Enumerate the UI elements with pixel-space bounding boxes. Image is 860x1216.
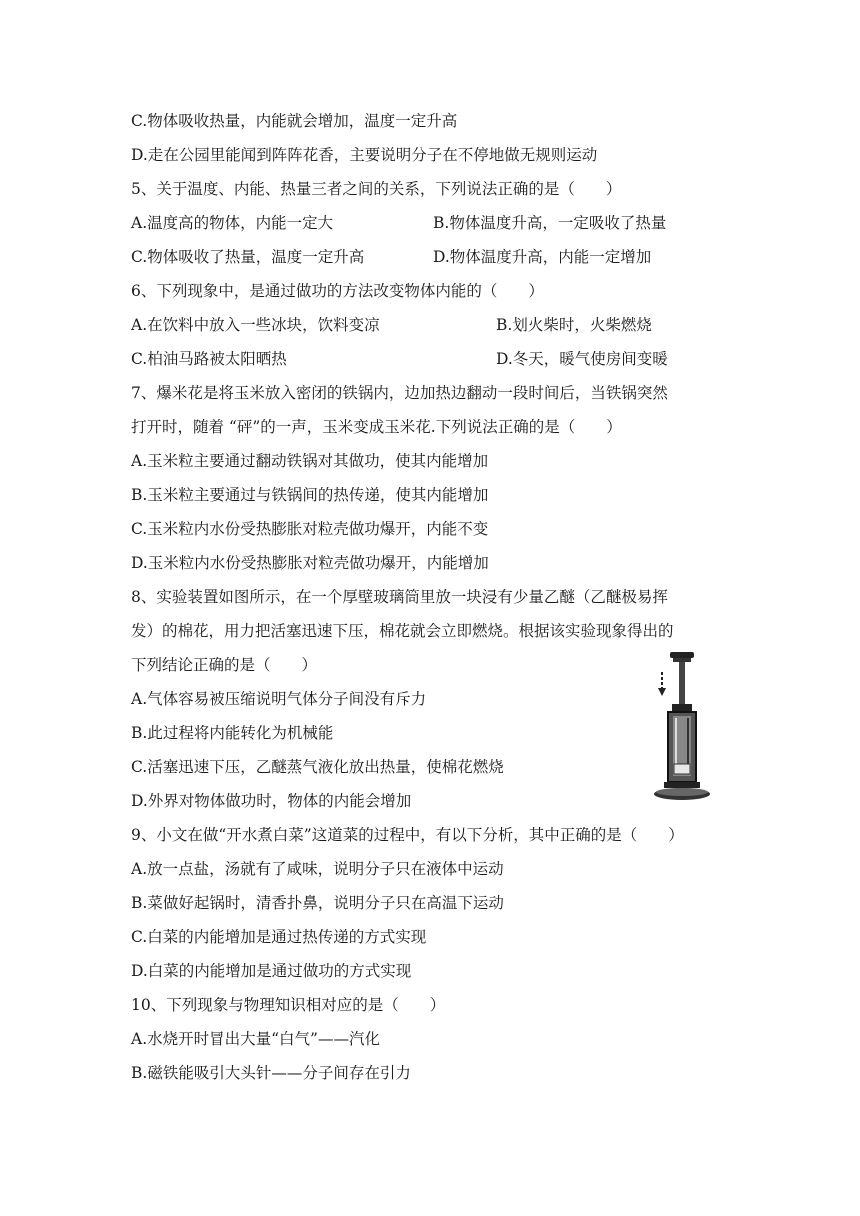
option-text: C.物体吸收热量，内能就会增加，温度一定升高: [131, 112, 458, 130]
option-text: B.菜做好起锅时，清香扑鼻，说明分子只在高温下运动: [131, 894, 504, 912]
question-8-cont: 下列结论正确的是（ ）: [131, 656, 318, 674]
compression-cylinder-figure: [652, 650, 712, 802]
option-text: D.白菜的内能增加是通过做功的方式实现: [131, 962, 412, 980]
question-6: 6、下列现象中，是通过做功的方法改变物体内能的（ ）: [131, 282, 544, 300]
option-text: D.玉米粒内水份受热膨胀对粒壳做功爆开，内能增加: [131, 554, 489, 572]
question-8: 8、实验装置如图所示，在一个厚壁玻璃筒里放一块浸有少量乙醚（乙醚极易挥: [131, 588, 668, 606]
question-5: 5、关于温度、内能、热量三者之间的关系，下列说法正确的是（ ）: [131, 180, 622, 198]
option-text: D.走在公园里能闻到阵阵花香，主要说明分子在不停地做无规则运动: [131, 146, 598, 164]
option-text: D.外界对物体做功时，物体的内能会增加: [131, 792, 412, 810]
option-text: A.玉米粒主要通过翻动铁锅对其做功，使其内能增加: [131, 452, 489, 470]
option-text: C.柏油马路被太阳晒热: [131, 350, 287, 368]
question-8-cont: 发）的棉花，用力把活塞迅速下压，棉花就会立即燃烧。根据该实验现象得出的: [131, 622, 674, 640]
question-7: 7、爆米花是将玉米放入密闭的铁锅内，边加热边翻动一段时间后，当铁锅突然: [131, 384, 668, 402]
option-text: D.冬天，暖气使房间变暖: [496, 350, 668, 368]
option-text: C.玉米粒内水份受热膨胀对粒壳做功爆开，内能不变: [131, 520, 489, 538]
option-text: C.活塞迅速下压，乙醚蒸气液化放出热量，使棉花燃烧: [131, 758, 504, 776]
option-text: A.温度高的物体，内能一定大: [131, 214, 334, 232]
option-text: C.物体吸收了热量，温度一定升高: [131, 248, 365, 266]
option-text: B.此过程将内能转化为机械能: [131, 724, 334, 742]
option-text: A.气体容易被压缩说明气体分子间没有斥力: [131, 690, 427, 708]
question-7-cont: 打开时，随着 “砰”的一声，玉米变成玉米花.下列说法正确的是（ ）: [131, 418, 622, 436]
option-text: C.白菜的内能增加是通过热传递的方式实现: [131, 928, 427, 946]
question-10: 10、下列现象与物理知识相对应的是（ ）: [131, 996, 446, 1014]
option-text: B.磁铁能吸引大头针——分子间存在引力: [131, 1064, 411, 1082]
option-text: B.玉米粒主要通过与铁锅间的热传递，使其内能增加: [131, 486, 489, 504]
option-text: A.在饮料中放入一些冰块，饮料变凉: [131, 316, 380, 334]
question-9: 9、小文在做“开水煮白菜”这道菜的过程中，有以下分析，其中正确的是（ ）: [131, 826, 684, 844]
option-text: A.放一点盐，汤就有了咸味，说明分子只在液体中运动: [131, 860, 504, 878]
option-text: B.划火柴时，火柴燃烧: [496, 316, 652, 334]
option-text: B.物体温度升高，一定吸收了热量: [433, 214, 667, 232]
option-text: A.水烧开时冒出大量“白气”——汽化: [131, 1030, 380, 1048]
option-text: D.物体温度升高，内能一定增加: [433, 248, 652, 266]
